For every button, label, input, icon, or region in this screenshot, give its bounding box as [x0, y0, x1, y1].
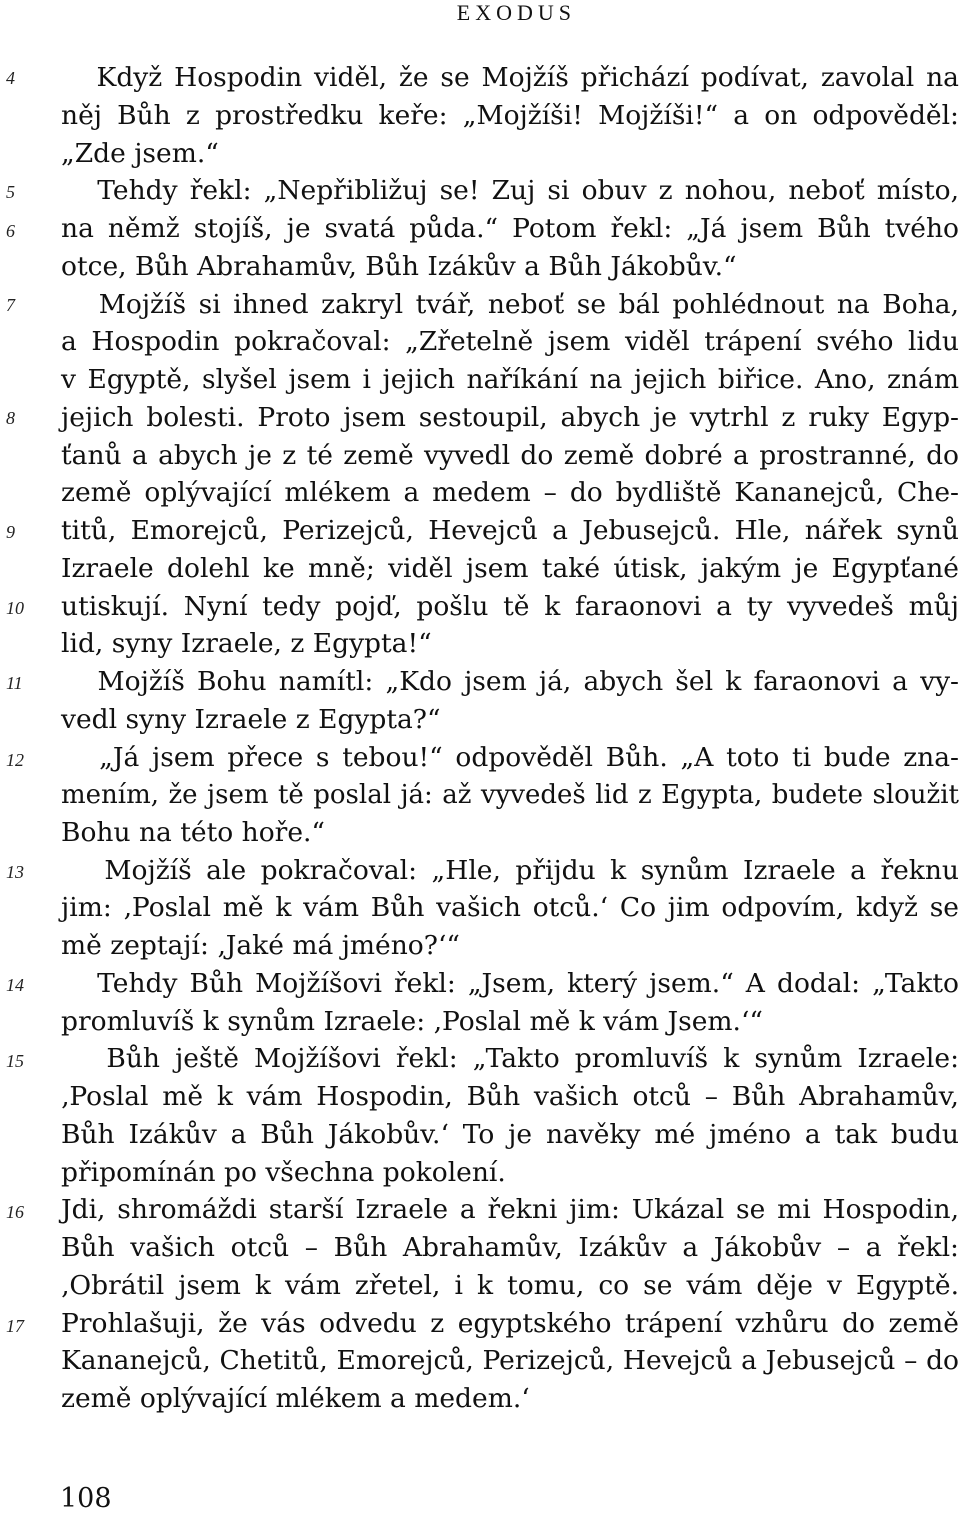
text-line: lid, syny Izraele, z Egypta!“ [61, 628, 432, 659]
text-line: v Egyptě, slyšel jsem i jejich naříkání na jejich biřice. Ano, znám [61, 364, 959, 395]
text-line: Kananejců, Chetitů, Emorejců, Perizejců, Hevejců a Jebusejců – do [61, 1345, 959, 1376]
text-line: mením, že jsem tě poslal já: až vyvedeš lid z Egypta, budete sloužit [61, 780, 959, 810]
text-line: na němž stojíš, je svatá půda.“ Potom řekl: „Já jsem Bůh tvého [61, 213, 959, 244]
text-line: země oplývající mlékem a medem – do bydliště Kananejců, Che- [61, 477, 959, 508]
text-line: Tehdy řekl: „Nepřibližuj se! Zuj si obuv z nohou, neboť místo, [61, 175, 959, 206]
verse-number: 8 [6, 408, 15, 428]
text-line: Mojžíš si ihned zakryl tvář, neboť se bál pohlédnout na Boha, [61, 289, 959, 320]
running-header: EXODUS [456, 0, 576, 25]
verse-number: 16 [6, 1202, 24, 1222]
text-line: Prohlašuji, že vás odvedu z egyptského trápení vzhůru do země [61, 1308, 959, 1339]
text-line: mě zeptají: ‚Jaké má jméno?‘“ [61, 930, 460, 961]
text-line: jejich bolesti. Proto jsem sestoupil, abych je vytrhl z ruky Egyp- [61, 402, 959, 433]
text-line: Bohu na této hoře.“ [61, 817, 325, 848]
verse-number: 6 [6, 221, 15, 241]
text-line: a Hospodin pokračoval: „Zřetelně jsem viděl trápení svého lidu [61, 326, 959, 357]
verse-number: 11 [6, 673, 23, 693]
text-line: ‚Poslal mě k vám Hospodin, Bůh vašich otců – Bůh Abrahamův, [61, 1081, 959, 1112]
text-line: Bůh ještě Mojžíšovi řekl: „Takto promluvíš k synům Izraele: [61, 1043, 959, 1074]
verse-number: 10 [6, 598, 24, 618]
text-line: země oplývající mlékem a medem.‘ [61, 1383, 530, 1414]
text-line: Bůh vašich otců – Bůh Abrahamův, Izákův a Jákobův – a řekl: [61, 1232, 959, 1263]
text-line: Tehdy Bůh Mojžíšovi řekl: „Jsem, který jsem.“ A dodal: „Takto [61, 968, 959, 999]
text-line: Mojžíš ale pokračoval: „Hle, přijdu k synům Izraele a řeknu [61, 855, 959, 886]
text-line: jim: ‚Poslal mě k vám Bůh vašich otců.‘ Co jim odpovím, když se [61, 892, 959, 923]
text-line: vedl syny Izraele z Egypta?“ [61, 704, 441, 735]
text-line: „Zde jsem.“ [61, 138, 219, 169]
verse-number: 4 [6, 68, 15, 88]
verse-number: 5 [6, 182, 15, 202]
verse-number: 15 [6, 1051, 24, 1071]
text-line: Když Hospodin viděl, že se Mojžíš přichází podívat, zavolal na [61, 62, 959, 93]
text-line: promluvíš k synům Izraele: ‚Poslal mě k vám Jsem.‘“ [61, 1006, 763, 1037]
text-line: otce, Bůh Abrahamův, Bůh Izákův a Bůh Jákobův.“ [61, 251, 737, 282]
page-number: 108 [60, 1483, 112, 1514]
verse-number: 13 [6, 862, 24, 882]
text-line: „Já jsem přece s tebou!“ odpověděl Bůh. „A toto ti bude zna- [61, 742, 959, 773]
text-line: titů, Emorejců, Perizejců, Hevejců a Jebusejců. Hle, nářek synů [61, 515, 959, 546]
verse-number: 12 [6, 750, 24, 770]
text-line: připomínán po všechna pokolení. [61, 1157, 506, 1188]
verse-number: 17 [6, 1316, 24, 1336]
text-line: utiskují. Nyní tedy pojď, pošlu tě k faraonovi a ty vyvedeš můj [61, 591, 959, 622]
text-line: Jdi, shromáždi starší Izraele a řekni jim: Ukázal se mi Hospodin, [61, 1194, 959, 1225]
text-line: ťanů a abych je z té země vyvedl do země dobré a prostranné, do [61, 440, 959, 471]
text-line: Mojžíš Bohu namítl: „Kdo jsem já, abych šel k faraonovi a vy- [61, 666, 959, 697]
verse-number: 14 [6, 975, 24, 995]
text-line: něj Bůh z prostředku keře: „Mojžíši! Mojžíši!“ a on odpověděl: [61, 100, 959, 131]
text-line: ‚Obrátil jsem k vám zřetel, i k tomu, co se vám děje v Egyptě. [61, 1270, 959, 1301]
verse-number: 9 [6, 522, 15, 542]
text-line: Izraele dolehl ke mně; viděl jsem také útisk, jakým je Egypťané [61, 553, 959, 584]
text-line: Bůh Izákův a Bůh Jákobův.‘ To je navěky mé jméno a tak budu [61, 1119, 959, 1150]
verse-number: 7 [6, 295, 15, 315]
